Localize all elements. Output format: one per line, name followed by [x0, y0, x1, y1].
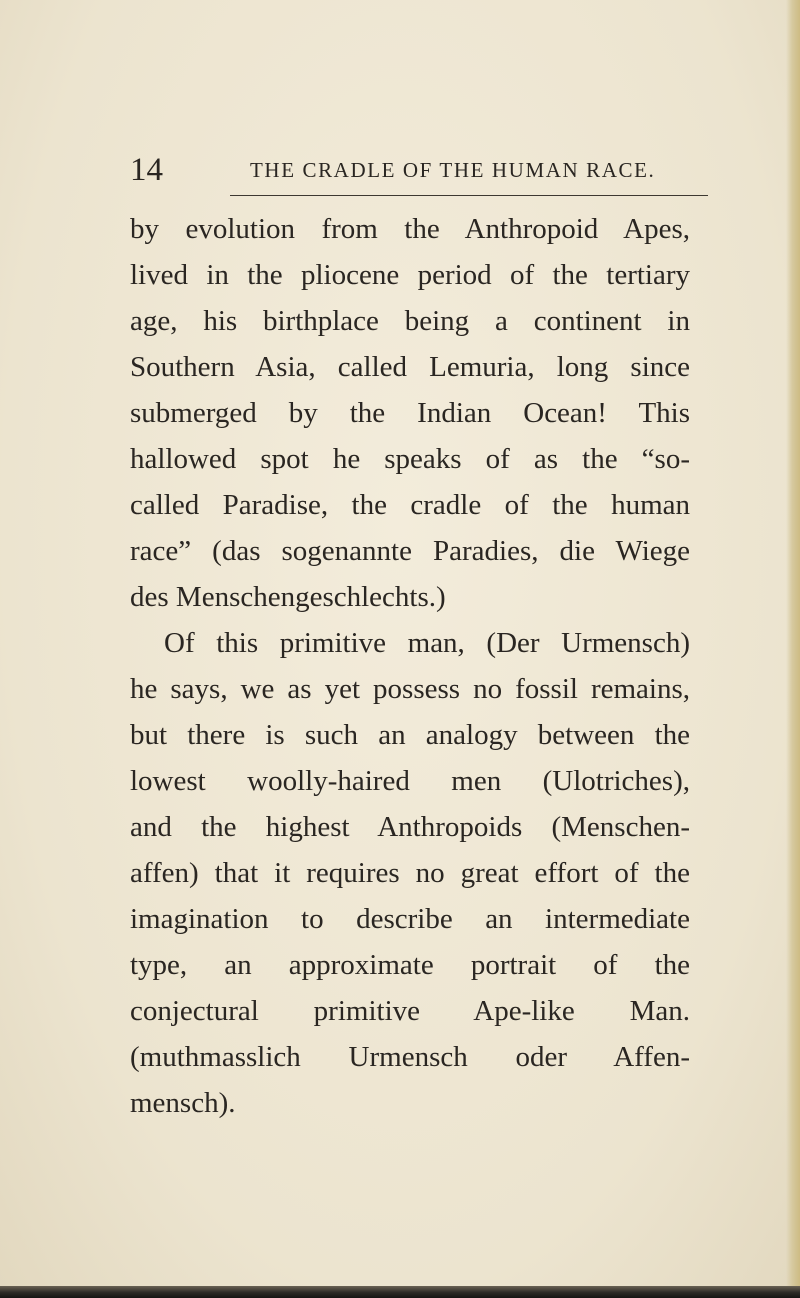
running-head: [130, 150, 690, 190]
binding-edge: [0, 1286, 800, 1298]
text-line: mensch).: [130, 1087, 236, 1119]
paragraph-start-line: Of this primitive man, (Der Urmensch): [164, 627, 690, 659]
text-line: race” (das sogenannte Paradies, die Wiege: [130, 535, 690, 567]
text-line: age, his birthplace being a continent in: [130, 305, 690, 337]
page-edge-shadow: [786, 0, 800, 1298]
body-text: [130, 206, 690, 1126]
text-line: he says, we as yet possess no fossil remains,: [130, 673, 690, 705]
text-line: called Paradise, the cradle of the human: [130, 489, 690, 521]
text-line: des Menschengeschlechts.): [130, 581, 446, 613]
text-line: and the highest Anthropoids (Menschen-: [130, 811, 690, 843]
text-line: lived in the pliocene period of the tertiary: [130, 259, 690, 291]
page-number: 14: [130, 152, 163, 188]
text-line: by evolution from the Anthropoid Apes,: [130, 213, 690, 245]
text-line: Southern Asia, called Lemuria, long since: [130, 351, 690, 383]
text-line: lowest woolly-haired men (Ulotriches),: [130, 765, 690, 797]
text-line: (muthmasslich Urmensch oder Affen-: [130, 1041, 690, 1073]
header-rule: [230, 195, 708, 196]
text-line: conjectural primitive Ape-like Man.: [130, 995, 690, 1027]
running-title: THE CRADLE OF THE HUMAN RACE.: [250, 158, 656, 182]
text-line: type, an approximate portrait of the: [130, 949, 690, 981]
text-line: affen) that it requires no great effort of the: [130, 857, 690, 889]
text-line: hallowed spot he speaks of as the “so-: [130, 443, 690, 475]
text-line: imagination to describe an intermediate: [130, 903, 690, 935]
text-line: submerged by the Indian Ocean! This: [130, 397, 690, 429]
text-line: but there is such an analogy between the: [130, 719, 690, 751]
